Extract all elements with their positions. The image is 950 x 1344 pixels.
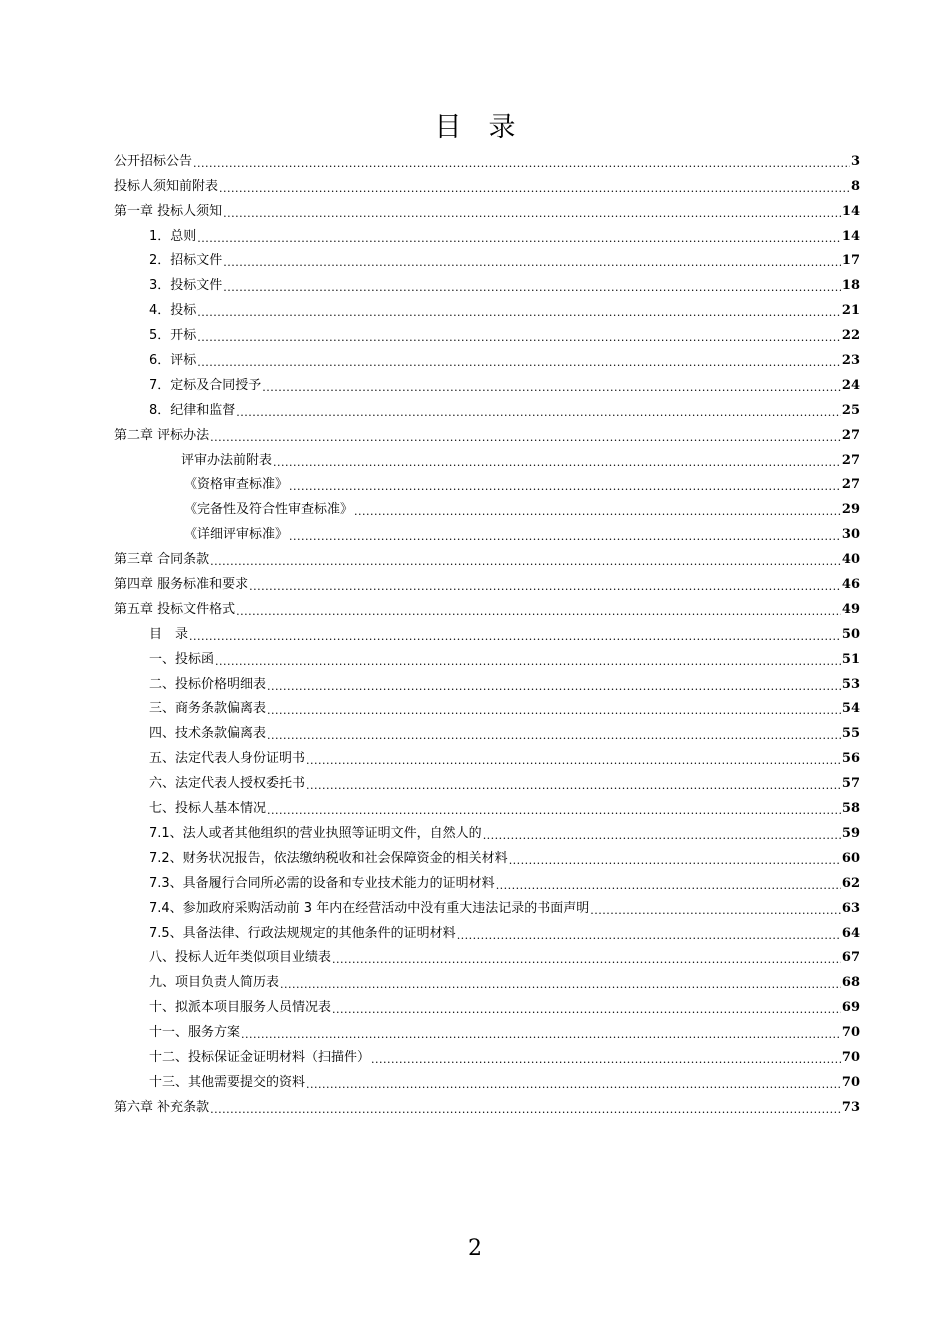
toc-entry[interactable] — [114, 495, 860, 520]
toc-entry-page: 67 — [841, 950, 860, 966]
toc-entry-page: 30 — [841, 527, 860, 543]
toc-entry-label: 九、项目负责人简历表 — [149, 975, 280, 991]
toc-entry[interactable] — [114, 147, 860, 172]
toc-entry-page: 23 — [841, 353, 860, 369]
toc-entry[interactable] — [114, 172, 860, 197]
toc-dot-leader — [289, 480, 841, 494]
toc-entry[interactable] — [114, 346, 860, 371]
toc-entry-page: 68 — [841, 975, 860, 991]
toc-entry-label: 2．招标文件 — [149, 253, 223, 269]
toc-entry-page: 59 — [841, 825, 860, 841]
toc-entry-label: 第三章 合同条款 — [114, 552, 210, 568]
toc-entry[interactable] — [114, 471, 860, 496]
toc-entry[interactable] — [114, 620, 860, 645]
toc-dot-leader — [509, 854, 841, 868]
toc-entry-label: 五、法定代表人身份证明书 — [149, 751, 306, 767]
toc-entry[interactable] — [114, 271, 860, 296]
toc-dot-leader — [223, 256, 841, 270]
toc-dot-leader — [210, 1103, 841, 1117]
toc-dot-leader — [267, 729, 841, 743]
toc-entry-page: 73 — [841, 1099, 860, 1115]
toc-entry-label: 一、投标函 — [149, 651, 215, 667]
toc-entry-label: 二、投标价格明细表 — [149, 676, 267, 692]
toc-dot-leader — [332, 953, 841, 967]
toc-entry-label: 十、拟派本项目服务人员情况表 — [149, 1000, 332, 1016]
toc-entry[interactable] — [114, 396, 860, 421]
toc-entry-label: 十二、投标保证金证明材料（扫描件） — [149, 1049, 371, 1065]
toc-entry[interactable] — [114, 844, 860, 869]
toc-entry[interactable] — [114, 1068, 860, 1093]
toc-entry-page: 54 — [841, 701, 860, 717]
toc-dot-leader — [223, 207, 841, 221]
toc-entry-label: 十三、其他需要提交的资料 — [149, 1074, 306, 1090]
page-title: 目 录 — [434, 112, 516, 143]
toc-entry-label: 四、技术条款偏离表 — [149, 726, 267, 742]
toc-entry[interactable] — [114, 645, 860, 670]
toc-entry-label: 十一、服务方案 — [149, 1025, 241, 1041]
page-number: 2 — [468, 1236, 482, 1261]
toc-entry[interactable] — [114, 222, 860, 247]
toc-entry-label: 第二章 评标办法 — [114, 427, 210, 443]
toc-dot-leader — [189, 630, 841, 644]
toc-dot-leader — [273, 456, 841, 470]
toc-dot-leader — [241, 1028, 841, 1042]
toc-entry[interactable] — [114, 919, 860, 944]
toc-entry[interactable] — [114, 944, 860, 969]
toc-entry-label: 6．评标 — [149, 353, 197, 369]
toc-dot-leader — [306, 779, 841, 793]
toc-dot-leader — [590, 904, 841, 918]
toc-entry[interactable] — [114, 1018, 860, 1043]
toc-dot-leader — [267, 680, 841, 694]
toc-dot-leader — [215, 655, 841, 669]
toc-entry-label: 7.3、具备履行合同所必需的设备和专业技术能力的证明材料 — [149, 875, 495, 891]
toc-dot-leader — [371, 1053, 841, 1067]
toc-entry[interactable] — [114, 321, 860, 346]
toc-entry-page: 21 — [841, 303, 860, 319]
toc-entry[interactable] — [114, 719, 860, 744]
toc-entry[interactable] — [114, 894, 860, 919]
toc-entry-page: 64 — [841, 925, 860, 941]
toc-entry[interactable] — [114, 520, 860, 545]
toc-entry-page: 14 — [841, 228, 860, 244]
toc-entry-page: 51 — [841, 651, 860, 667]
toc-entry-page: 69 — [841, 1000, 860, 1016]
toc-dot-leader — [197, 356, 841, 370]
toc-entry-label: 第五章 投标文件格式 — [114, 601, 236, 617]
toc-entry[interactable] — [114, 968, 860, 993]
toc-entry-label: 投标人须知前附表 — [114, 178, 219, 194]
toc-entry-label: 3．投标文件 — [149, 278, 223, 294]
toc-entry-page: 58 — [841, 801, 860, 817]
toc-entry-label: 《资格审查标准》 — [184, 477, 289, 493]
toc-entry-label: 三、商务条款偏离表 — [149, 701, 267, 717]
toc-entry-label: 第一章 投标人须知 — [114, 203, 223, 219]
toc-entry-label: 《详细评审标准》 — [184, 527, 289, 543]
toc-entry-label: 六、法定代表人授权委托书 — [149, 776, 306, 792]
toc-entry-label: 七、投标人基本情况 — [149, 801, 267, 817]
toc-entry-page: 22 — [841, 328, 860, 344]
toc-dot-leader — [236, 406, 841, 420]
toc-entry-label: 评审办法前附表 — [181, 452, 273, 468]
toc-entry-label: 目 录 — [149, 626, 189, 642]
toc-entry-page: 62 — [841, 875, 860, 891]
toc-entry[interactable] — [114, 670, 860, 695]
toc-dot-leader — [483, 829, 841, 843]
toc-dot-leader — [210, 555, 841, 569]
toc-entry-label: 8．纪律和监督 — [149, 402, 236, 418]
toc-entry-label: 4．投标 — [149, 303, 197, 319]
toc-entry-page: 3 — [850, 153, 860, 169]
toc-dot-leader — [249, 580, 841, 594]
toc-entry-page: 14 — [841, 203, 860, 219]
toc-entry-page: 27 — [841, 452, 860, 468]
table-of-contents — [114, 147, 860, 1118]
toc-dot-leader — [354, 505, 841, 519]
toc-dot-leader — [223, 281, 841, 295]
toc-entry-page: 53 — [841, 676, 860, 692]
toc-entry[interactable] — [114, 247, 860, 272]
toc-entry[interactable] — [114, 695, 860, 720]
toc-entry-label: 5．开标 — [149, 328, 197, 344]
toc-dot-leader — [280, 978, 841, 992]
toc-entry[interactable] — [114, 570, 860, 595]
toc-entry-label: 第六章 补充条款 — [114, 1099, 210, 1115]
toc-entry-label: 1．总则 — [149, 228, 197, 244]
toc-dot-leader — [332, 1003, 841, 1017]
toc-dot-leader — [197, 306, 841, 320]
toc-entry-page: 27 — [841, 427, 860, 443]
toc-dot-leader — [262, 381, 841, 395]
toc-dot-leader — [267, 704, 841, 718]
toc-entry[interactable] — [114, 794, 860, 819]
toc-entry-page: 70 — [841, 1074, 860, 1090]
toc-entry[interactable] — [114, 421, 860, 446]
toc-entry[interactable] — [114, 769, 860, 794]
toc-entry-page: 70 — [841, 1025, 860, 1041]
toc-entry[interactable] — [114, 869, 860, 894]
toc-entry[interactable] — [114, 197, 860, 222]
toc-entry-page: 63 — [841, 900, 860, 916]
toc-dot-leader — [193, 157, 850, 171]
toc-entry-page: 70 — [841, 1049, 860, 1065]
toc-entry-label: 八、投标人近年类似项目业绩表 — [149, 950, 332, 966]
toc-dot-leader — [197, 331, 841, 345]
toc-entry-page: 24 — [841, 377, 860, 393]
toc-entry[interactable] — [114, 819, 860, 844]
toc-dot-leader — [496, 879, 841, 893]
toc-entry-label: 7.4、参加政府采购活动前 3 年内在经营活动中没有重大违法记录的书面声明 — [149, 900, 590, 916]
toc-entry-page: 60 — [841, 850, 860, 866]
toc-entry-label: 7.2、财务状况报告，依法缴纳税收和社会保障资金的相关材料 — [149, 850, 508, 866]
toc-dot-leader — [236, 605, 841, 619]
toc-entry-page: 40 — [841, 552, 860, 568]
toc-entry-page: 50 — [841, 626, 860, 642]
toc-dot-leader — [210, 431, 841, 445]
toc-entry-label: 第四章 服务标准和要求 — [114, 577, 249, 593]
toc-entry[interactable] — [114, 595, 860, 620]
toc-dot-leader — [306, 754, 841, 768]
toc-entry-label: 7.5、具备法律、行政法规规定的其他条件的证明材料 — [149, 925, 456, 941]
toc-entry-label: 7.1、法人或者其他组织的营业执照等证明文件，自然人的 — [149, 825, 482, 841]
toc-entry-label: 7．定标及合同授予 — [149, 377, 262, 393]
toc-dot-leader — [289, 530, 841, 544]
toc-entry[interactable] — [114, 1093, 860, 1118]
toc-entry[interactable] — [114, 371, 860, 396]
toc-entry[interactable] — [114, 1043, 860, 1068]
toc-entry-page: 57 — [841, 776, 860, 792]
toc-entry-page: 27 — [841, 477, 860, 493]
toc-dot-leader — [306, 1078, 841, 1092]
toc-dot-leader — [197, 232, 841, 246]
toc-entry-page: 29 — [841, 502, 860, 518]
toc-dot-leader — [219, 182, 850, 196]
toc-entry[interactable] — [114, 296, 860, 321]
toc-entry-label: 《完备性及符合性审查标准》 — [184, 502, 354, 518]
toc-entry-label: 公开招标公告 — [114, 153, 193, 169]
toc-dot-leader — [457, 929, 841, 943]
toc-entry[interactable] — [114, 545, 860, 570]
toc-entry-page: 17 — [841, 253, 860, 269]
toc-entry-page: 8 — [850, 178, 860, 194]
toc-entry-page: 56 — [841, 751, 860, 767]
toc-entry[interactable] — [114, 446, 860, 471]
toc-entry-page: 55 — [841, 726, 860, 742]
toc-entry-page: 25 — [841, 402, 860, 418]
toc-entry[interactable] — [114, 744, 860, 769]
toc-entry-page: 46 — [841, 577, 860, 593]
toc-dot-leader — [267, 804, 841, 818]
toc-entry-page: 18 — [841, 278, 860, 294]
toc-entry-page: 49 — [841, 601, 860, 617]
toc-entry[interactable] — [114, 993, 860, 1018]
